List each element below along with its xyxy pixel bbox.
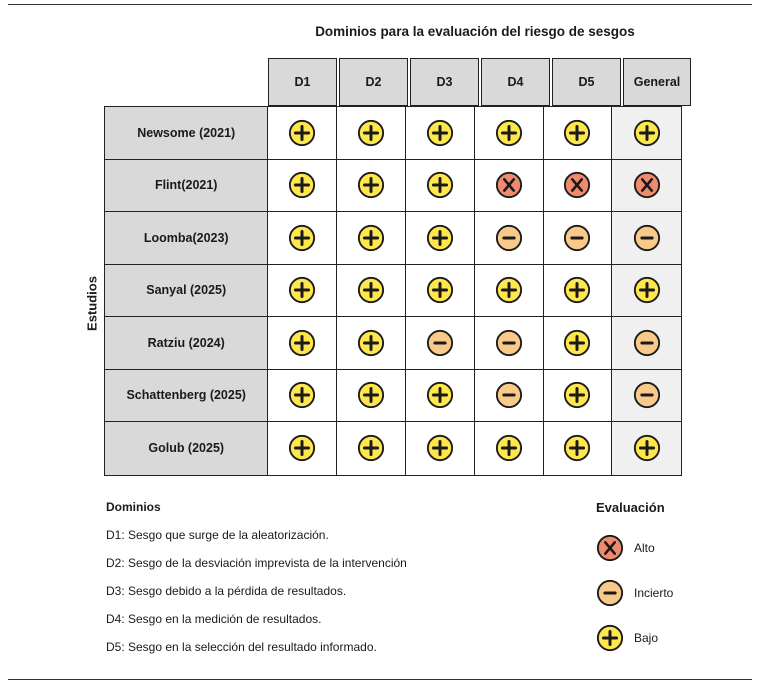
rating-cell xyxy=(475,370,544,422)
bajo-risk-icon xyxy=(288,224,316,252)
column-header-row xyxy=(268,58,693,106)
dominio-d3: D3: Sesgo debido a la pérdida de resultados. xyxy=(106,584,347,598)
bajo-risk-icon xyxy=(288,381,316,409)
bajo-risk-icon xyxy=(357,381,385,409)
incierto-risk-icon xyxy=(596,579,624,607)
rating-cell xyxy=(268,265,337,317)
rating-cell xyxy=(544,160,613,212)
rating-cell xyxy=(544,107,613,159)
bajo-risk-icon xyxy=(563,276,591,304)
rating-cell xyxy=(337,265,406,317)
rating-cell xyxy=(337,107,406,159)
bajo-risk-icon xyxy=(357,434,385,462)
rating-cell xyxy=(612,160,681,212)
rating-cell xyxy=(612,212,681,264)
column-header-d5: D5 xyxy=(552,58,621,106)
bajo-risk-icon xyxy=(563,329,591,357)
chart-title: Dominios para la evaluación del riesgo de sesgos xyxy=(315,24,635,39)
bajo-risk-icon xyxy=(633,434,661,462)
rating-cell xyxy=(544,422,613,475)
study-label: Ratziu (2024) xyxy=(105,317,268,369)
rating-cell xyxy=(268,160,337,212)
study-label: Newsome (2021) xyxy=(105,107,268,159)
bajo-risk-icon xyxy=(633,276,661,304)
top-rule xyxy=(8,4,752,5)
bajo-risk-icon xyxy=(426,119,454,147)
study-row xyxy=(105,370,681,423)
bajo-risk-icon xyxy=(563,434,591,462)
rating-cell xyxy=(475,317,544,369)
rating-cell xyxy=(406,265,475,317)
column-header-d2: D2 xyxy=(339,58,408,106)
rating-cell xyxy=(268,107,337,159)
study-row xyxy=(105,265,681,318)
bajo-risk-icon xyxy=(288,329,316,357)
study-label: Flint(2021) xyxy=(105,160,268,212)
bajo-risk-icon xyxy=(288,434,316,462)
rating-cell xyxy=(612,422,681,475)
rating-cell xyxy=(406,212,475,264)
bajo-risk-icon xyxy=(357,329,385,357)
legend-title: Evaluación xyxy=(596,500,665,515)
rating-cell xyxy=(268,422,337,475)
alto-risk-icon xyxy=(563,171,591,199)
bajo-risk-icon xyxy=(426,171,454,199)
study-row xyxy=(105,107,681,160)
dominio-d2: D2: Sesgo de la desviación imprevista de la intervención xyxy=(106,556,407,570)
incierto-risk-icon xyxy=(563,224,591,252)
rating-cell xyxy=(337,317,406,369)
rating-cell xyxy=(612,107,681,159)
legend-item-alto xyxy=(596,525,716,570)
rating-cell xyxy=(612,370,681,422)
legend-label-incierto: Incierto xyxy=(634,585,674,600)
incierto-risk-icon xyxy=(633,224,661,252)
rating-cell xyxy=(406,107,475,159)
bajo-risk-icon xyxy=(426,434,454,462)
incierto-risk-icon xyxy=(426,329,454,357)
legend-label-bajo: Bajo xyxy=(634,630,659,645)
alto-risk-icon xyxy=(633,171,661,199)
study-label: Schattenberg (2025) xyxy=(105,370,268,422)
rating-cell xyxy=(406,317,475,369)
rating-cell xyxy=(337,212,406,264)
column-header-general: General xyxy=(623,58,691,106)
dominios-title: Dominios xyxy=(106,500,161,514)
legend-item-incierto xyxy=(596,570,716,615)
rating-cell xyxy=(544,317,613,369)
bajo-risk-icon xyxy=(596,624,624,652)
incierto-risk-icon xyxy=(495,329,523,357)
study-row xyxy=(105,160,681,213)
y-axis-label: Estudios xyxy=(84,276,100,331)
bajo-risk-icon xyxy=(495,434,523,462)
incierto-risk-icon xyxy=(495,381,523,409)
bajo-risk-icon xyxy=(357,276,385,304)
rating-cell xyxy=(612,317,681,369)
bottom-rule xyxy=(8,679,752,680)
bajo-risk-icon xyxy=(426,381,454,409)
bajo-risk-icon xyxy=(288,119,316,147)
rating-cell xyxy=(406,160,475,212)
rating-cell xyxy=(475,422,544,475)
rating-cell xyxy=(268,317,337,369)
rating-cell xyxy=(544,265,613,317)
incierto-risk-icon xyxy=(495,224,523,252)
dominios-legend xyxy=(106,500,407,668)
bajo-risk-icon xyxy=(633,119,661,147)
bajo-risk-icon xyxy=(357,224,385,252)
study-label: Sanyal (2025) xyxy=(105,265,268,317)
incierto-risk-icon xyxy=(633,329,661,357)
bajo-risk-icon xyxy=(288,276,316,304)
column-header-d4: D4 xyxy=(481,58,550,106)
rating-cell xyxy=(612,265,681,317)
dominio-d4: D4: Sesgo en la medición de resultados. xyxy=(106,612,322,626)
bajo-risk-icon xyxy=(563,381,591,409)
evaluacion-legend xyxy=(596,500,716,660)
alto-risk-icon xyxy=(596,534,624,562)
rating-cell xyxy=(337,422,406,475)
rating-cell xyxy=(475,212,544,264)
column-header-d3: D3 xyxy=(410,58,479,106)
legend-label-alto: Alto xyxy=(634,540,655,555)
bajo-risk-icon xyxy=(357,171,385,199)
bajo-risk-icon xyxy=(563,119,591,147)
rating-cell xyxy=(406,422,475,475)
alto-risk-icon xyxy=(495,171,523,199)
rating-cell xyxy=(406,370,475,422)
study-label: Loomba(2023) xyxy=(105,212,268,264)
rating-cell xyxy=(475,107,544,159)
rating-cell xyxy=(337,370,406,422)
bajo-risk-icon xyxy=(426,276,454,304)
rating-cell xyxy=(337,160,406,212)
rating-cell xyxy=(268,212,337,264)
bajo-risk-icon xyxy=(495,276,523,304)
bajo-risk-icon xyxy=(288,171,316,199)
study-label: Golub (2025) xyxy=(105,422,268,475)
bajo-risk-icon xyxy=(357,119,385,147)
rating-cell xyxy=(268,370,337,422)
risk-of-bias-grid xyxy=(104,106,682,476)
rating-cell xyxy=(475,160,544,212)
dominio-d5: D5: Sesgo en la selección del resultado informado. xyxy=(106,640,377,654)
study-row xyxy=(105,212,681,265)
study-row xyxy=(105,422,681,475)
bajo-risk-icon xyxy=(495,119,523,147)
study-row xyxy=(105,317,681,370)
dominio-d1: D1: Sesgo que surge de la aleatorización. xyxy=(106,528,329,542)
rating-cell xyxy=(544,212,613,264)
rating-cell xyxy=(544,370,613,422)
bajo-risk-icon xyxy=(426,224,454,252)
incierto-risk-icon xyxy=(633,381,661,409)
legend-item-bajo xyxy=(596,615,716,660)
rating-cell xyxy=(475,265,544,317)
column-header-d1: D1 xyxy=(268,58,337,106)
